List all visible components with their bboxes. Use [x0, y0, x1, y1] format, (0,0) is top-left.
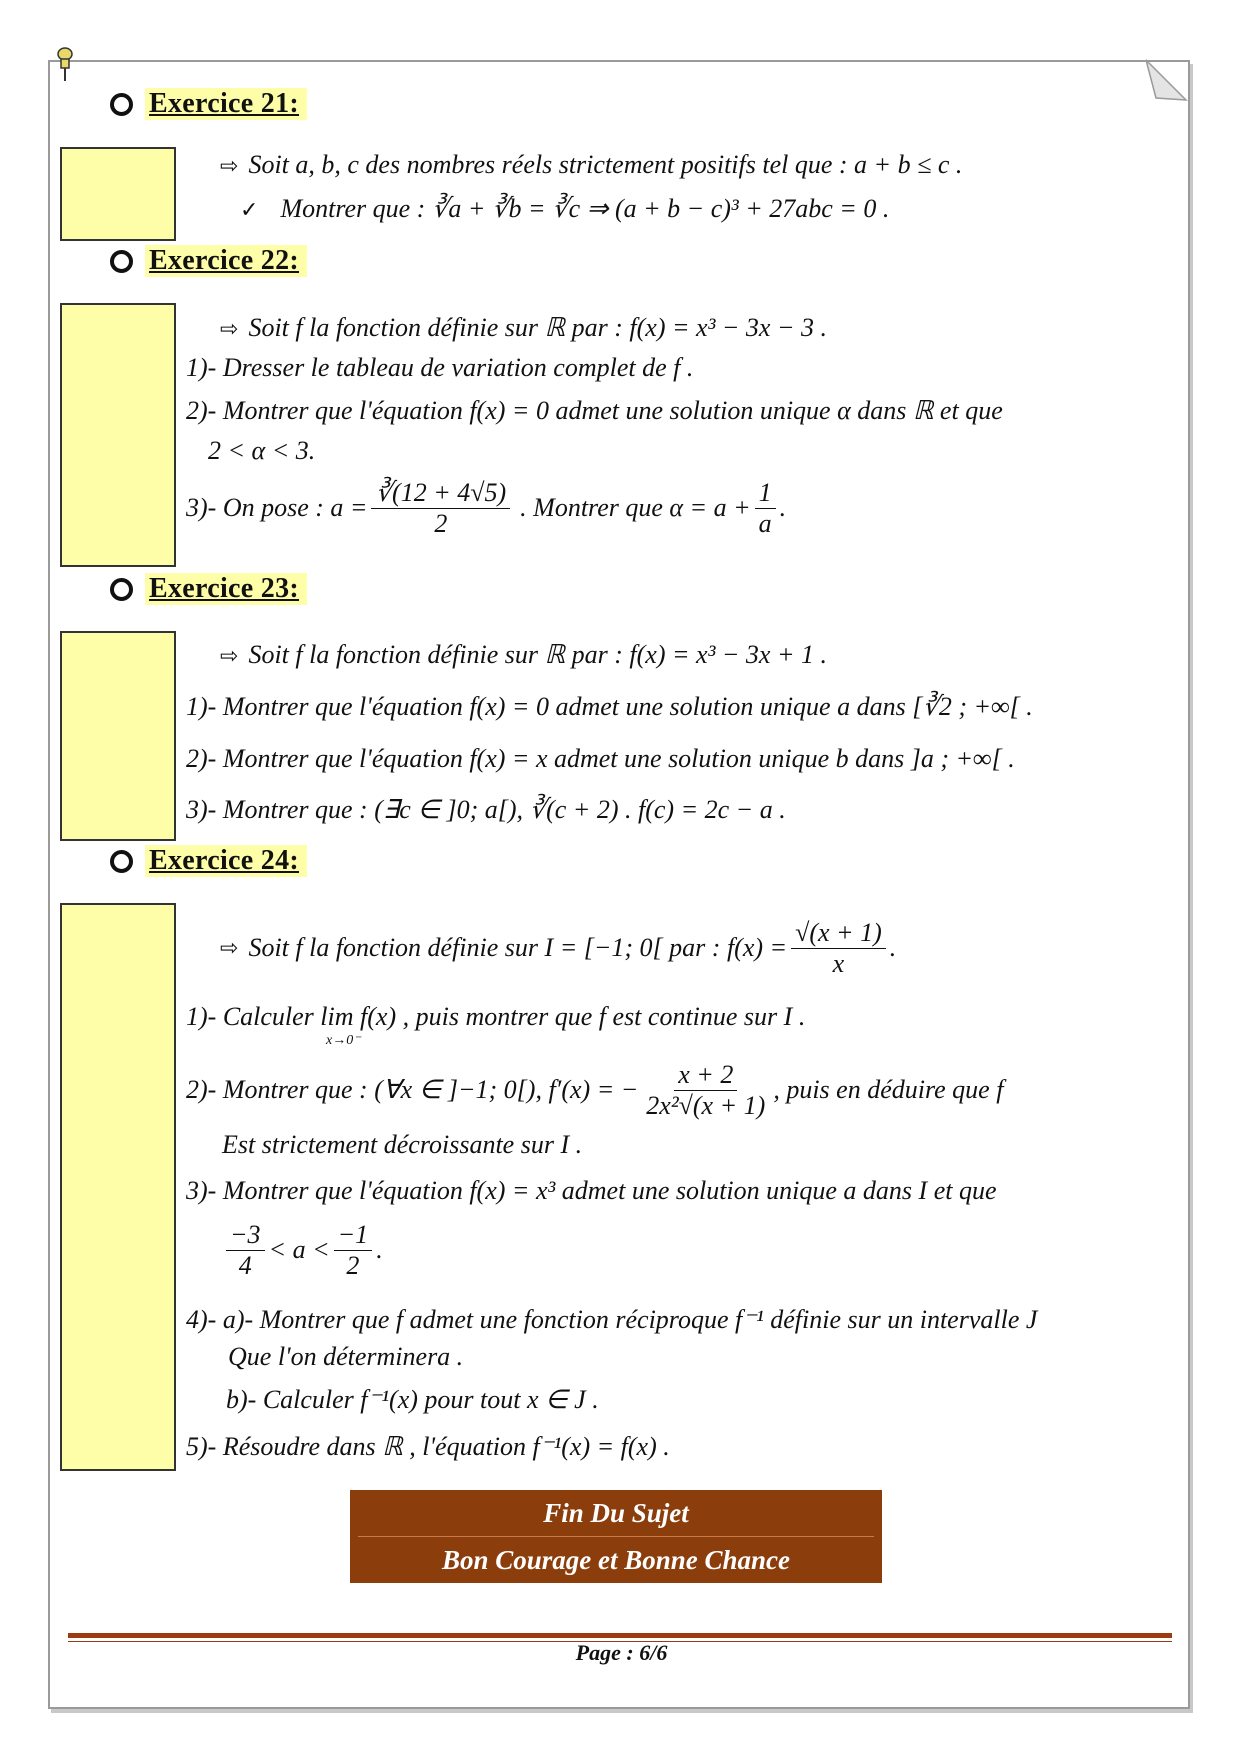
question-1: 1)- Calculer lim f(x) , puis montrer que f est continue sur I .: [186, 1002, 806, 1031]
arrow-right-icon: ⇨: [220, 153, 239, 178]
fraction: $\frac{-3}{4}$: [226, 1220, 265, 1281]
limit-subscript: x→0⁻: [326, 1033, 361, 1048]
page-fold-icon: [1146, 58, 1190, 102]
circle-bullet-icon: [110, 578, 133, 601]
fraction: $\frac{1}{a}$: [755, 478, 776, 539]
exercise-title: Exercice 21:: [145, 88, 307, 120]
question-2-cont: 2 < α < 3.: [208, 436, 316, 465]
question-2: 2)- Montrer que : (∀x ∈ ]−1; 0[), f′(x) = − $\frac{x + 2}{\text{2x²√(x + 1)}}$ , puis en déduire que f: [186, 1060, 1004, 1120]
exercise-title: Exercice 23:: [145, 573, 307, 605]
question-2-cont: Est strictement décroissante sur I .: [222, 1130, 583, 1159]
answer-box: [60, 631, 176, 841]
end-banner: [350, 1490, 882, 1583]
statement-line: ✓ Montrer que : ∛a + ∛b = ∛c ⇒ (a + b − c)³ + 27abc = 0 .: [240, 194, 890, 223]
circle-bullet-icon: [110, 250, 133, 273]
arrow-right-icon: ⇨: [220, 935, 239, 961]
question-3: 3)- Montrer que : (∃c ∈ ]0; a[), ∛(c + 2) . f(c) = 2c − a .: [186, 795, 786, 824]
exercise-title: Exercice 24:: [145, 845, 307, 877]
question-3-inequality: $\frac{-3}{4}$ < a < $\frac{-1}{2}$ .: [222, 1220, 383, 1281]
footer-rule: [68, 1633, 1172, 1638]
banner-line-2: Bon Courage et Bonne Chance: [441, 1545, 791, 1575]
exercise-23-heading: [110, 573, 307, 605]
question-1: 1)- Dresser le tableau de variation complet de f .: [186, 353, 694, 382]
statement-line: ⇨ Soit f la fonction définie sur I = [−1; 0[ par : f(x) = $\frac{√(x + 1)}{x}$ .: [220, 918, 897, 978]
question-3: 3)- On pose : a = $\frac{∛(12 + 4√5)}{2}$ . Montrer que α = a + $\frac{1}{a}$ .: [186, 478, 787, 538]
answer-box: [60, 903, 176, 1471]
fraction: $\frac{x + 2}{\text{2x²√(x + 1)}}$: [646, 1060, 766, 1120]
fraction: $\frac{√(x + 1)}{x}$: [791, 918, 886, 979]
question-1: 1)- Montrer que l'équation f(x) = 0 admet une solution unique a dans [∛2 ; +∞[ .: [186, 692, 1033, 721]
page-number: Page : 6/6: [575, 1640, 668, 1665]
fraction: $\frac{-1}{2}$: [334, 1220, 373, 1281]
pushpin-icon: [55, 47, 75, 83]
arrow-right-icon: ⇨: [220, 643, 239, 668]
exercise-24-heading: [110, 845, 307, 877]
question-3: 3)- Montrer que l'équation f(x) = x³ admet une solution unique a dans I et que: [186, 1176, 997, 1205]
check-icon: ✓: [240, 197, 259, 222]
exercise-22-heading: [110, 245, 307, 277]
question-4a-cont: Que l'on déterminera .: [228, 1342, 464, 1371]
statement-line: ⇨ Soit a, b, c des nombres réels strictement positifs tel que : a + b ≤ c .: [220, 150, 963, 179]
circle-bullet-icon: [110, 93, 133, 116]
question-2: 2)- Montrer que l'équation f(x) = x admet une solution unique b dans ]a ; +∞[ .: [186, 744, 1015, 773]
question-5: 5)- Résoudre dans ℝ , l'équation f⁻¹(x) = f(x) .: [186, 1432, 670, 1461]
question-4b: b)- Calculer f⁻¹(x) pour tout x ∈ J .: [226, 1385, 599, 1414]
question-4a: 4)- a)- Montrer que f admet une fonction réciproque f⁻¹ définie sur un intervalle J: [186, 1305, 1038, 1334]
question-2: 2)- Montrer que l'équation f(x) = 0 admet une solution unique α dans ℝ et que: [186, 396, 1003, 425]
answer-box: [60, 147, 176, 241]
fraction: $\frac{∛(12 + 4√5)}{2}$: [371, 478, 510, 539]
banner-line-1: Fin Du Sujet: [543, 1498, 689, 1528]
exercise-title: Exercice 22:: [145, 245, 307, 277]
exercise-21-heading: [110, 88, 307, 120]
answer-box: [60, 303, 176, 567]
statement-line: ⇨ Soit f la fonction définie sur ℝ par : f(x) = x³ − 3x + 1 .: [220, 640, 827, 669]
circle-bullet-icon: [110, 850, 133, 873]
statement-line: ⇨ Soit f la fonction définie sur ℝ par : f(x) = x³ − 3x − 3 .: [220, 313, 827, 342]
arrow-right-icon: ⇨: [220, 316, 239, 341]
